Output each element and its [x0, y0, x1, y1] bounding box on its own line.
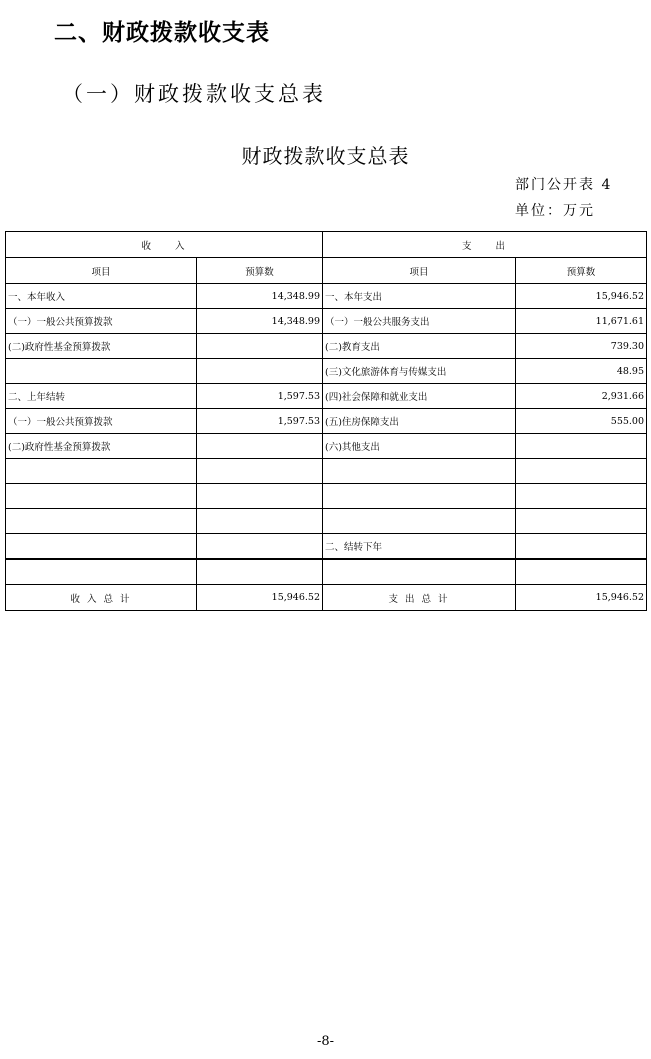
- income-item-cell: [6, 509, 197, 534]
- income-value-cell: 1,597.53: [197, 409, 323, 434]
- expense-item-cell: 二、结转下年: [323, 534, 516, 560]
- income-total-value: 15,946.52: [197, 585, 323, 611]
- table-title: 财政拨款收支总表: [241, 144, 410, 168]
- income-item-cell: （一）一般公共预算拨款: [6, 409, 197, 434]
- table-row: [6, 559, 647, 585]
- table-row: [6, 534, 647, 560]
- income-value-cell: [197, 534, 323, 560]
- income-value-cell: [197, 559, 323, 585]
- income-value-cell: [197, 509, 323, 534]
- income-item-cell: [6, 559, 197, 585]
- income-budget-header: 预算数: [197, 258, 323, 284]
- expense-value-cell: 48.95: [516, 359, 647, 384]
- expense-item-cell: [323, 484, 516, 509]
- table-row: [6, 434, 647, 459]
- expense-item-cell: (六)其他支出: [323, 434, 516, 459]
- expense-value-cell: [516, 484, 647, 509]
- table-row: [6, 484, 647, 509]
- expense-value-cell: 2,931.66: [516, 384, 647, 409]
- budget-table: [5, 231, 647, 611]
- expense-value-cell: 15,946.52: [516, 284, 647, 309]
- income-item-header: 项目: [6, 258, 197, 284]
- page-number: -8-: [316, 1034, 335, 1049]
- table-id: 部门公开表 4: [515, 177, 613, 193]
- income-value-cell: [197, 484, 323, 509]
- income-value-cell: 1,597.53: [197, 384, 323, 409]
- income-item-cell: 二、上年结转: [6, 384, 197, 409]
- income-total-label: 收入总计: [6, 585, 197, 611]
- expense-value-cell: 11,671.61: [516, 309, 647, 334]
- expense-value-cell: [516, 509, 647, 534]
- income-item-cell: [6, 484, 197, 509]
- totals-row: [6, 585, 647, 611]
- table-row: [6, 359, 647, 384]
- expense-item-cell: (五)住房保障支出: [323, 409, 516, 434]
- expense-item-cell: [323, 509, 516, 534]
- expense-value-cell: [516, 559, 647, 585]
- expense-item-cell: (二)教育支出: [323, 334, 516, 359]
- unit-label: 单位：万元: [515, 203, 595, 219]
- income-item-cell: （一）一般公共预算拨款: [6, 309, 197, 334]
- table-row: [6, 409, 647, 434]
- expense-group-header: 支出: [323, 232, 647, 258]
- income-value-cell: [197, 434, 323, 459]
- income-value-cell: [197, 459, 323, 484]
- table-row: [6, 309, 647, 334]
- table-row: [6, 384, 647, 409]
- income-item-cell: 一、本年收入: [6, 284, 197, 309]
- section-heading: 二、财政拨款收支表: [54, 20, 270, 46]
- expense-item-cell: (四)社会保障和就业支出: [323, 384, 516, 409]
- subsection-heading: （一）财政拨款收支总表: [62, 82, 326, 106]
- expense-item-cell: 一、本年支出: [323, 284, 516, 309]
- income-item-cell: [6, 359, 197, 384]
- income-item-cell: [6, 534, 197, 560]
- expense-item-cell: （一）一般公共服务支出: [323, 309, 516, 334]
- income-group-header: 收入: [6, 232, 323, 258]
- expense-total-value: 15,946.52: [516, 585, 647, 611]
- expense-value-cell: 739.30: [516, 334, 647, 359]
- expense-value-cell: [516, 534, 647, 560]
- table-row: [6, 509, 647, 534]
- table-row: [6, 459, 647, 484]
- income-value-cell: [197, 334, 323, 359]
- expense-item-cell: [323, 459, 516, 484]
- expense-budget-header: 预算数: [516, 258, 647, 284]
- expense-value-cell: [516, 459, 647, 484]
- income-item-cell: (二)政府性基金预算拨款: [6, 334, 197, 359]
- income-value-cell: [197, 359, 323, 384]
- income-value-cell: 14,348.99: [197, 284, 323, 309]
- expense-item-cell: [323, 559, 516, 585]
- income-item-cell: [6, 459, 197, 484]
- expense-total-label: 支出总计: [323, 585, 516, 611]
- income-value-cell: 14,348.99: [197, 309, 323, 334]
- expense-value-cell: 555.00: [516, 409, 647, 434]
- income-item-cell: (二)政府性基金预算拨款: [6, 434, 197, 459]
- table-row: [6, 334, 647, 359]
- group-header-row: [6, 232, 647, 258]
- expense-item-cell: (三)文化旅游体育与传媒支出: [323, 359, 516, 384]
- table-row: [6, 284, 647, 309]
- expense-value-cell: [516, 434, 647, 459]
- expense-item-header: 项目: [323, 258, 516, 284]
- column-header-row: [6, 258, 647, 284]
